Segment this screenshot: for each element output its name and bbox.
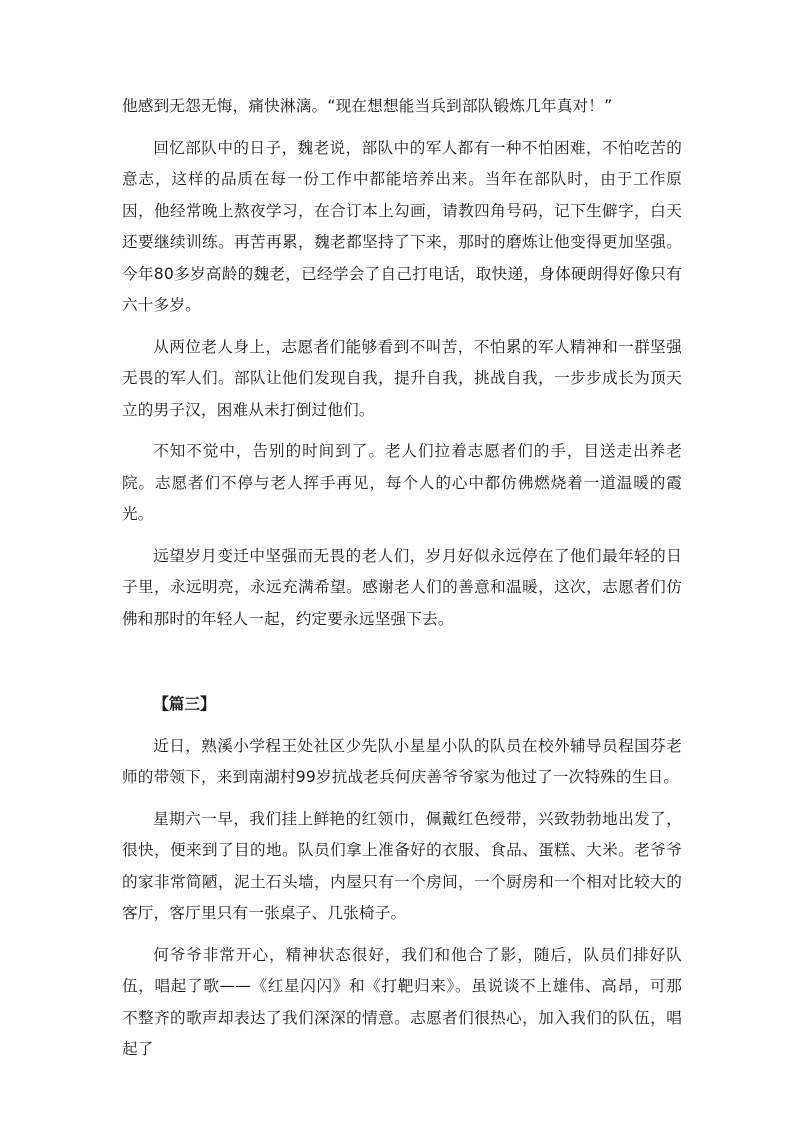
paragraph-6: 近日，熟溪小学程王处社区少先队小星星小队的队员在校外辅导员程国芬老师的带领下，来到南湖村99岁抗战老兵何庆善爷爷家为他过了一次特殊的生日。 <box>122 736 682 786</box>
paragraph-3: 从两位老人身上，志愿者们能够看到不叫苦，不怕累的军人精神和一群坚强无畏的军人们。部队让他们发现自我，提升自我，挑战自我，一步步成长为顶天立的男子汉，困难从未打倒过他们。 <box>122 337 682 419</box>
section-heading: 【篇三】 <box>153 695 216 713</box>
paragraph-8: 何爷爷非常开心，精神状态很好，我们和他合了影，随后，队员们排好队伍，唱起了歌——《红星闪闪》和《打靶归来》。虽说谈不上雄伟、高昂，可那不整齐的歌声却表达了我们深深的情意。志愿者们很热心，加入我们的队伍，唱起了 <box>122 945 682 1058</box>
paragraph-4: 不知不觉中，告别的时间到了。老人们拉着志愿者们的手，目送走出养老院。志愿者们不停与老人挥手再见，每个人的心中都仿佛燃烧着一道温暖的霞光。 <box>122 442 682 523</box>
paragraph-5: 远望岁月变迁中坚强而无畏的老人们，岁月好似永远停在了他们最年轻的日子里，永远明亮，永远充满希望。感谢老人们的善意和温暖，这次，志愿者们仿佛和那时的年轻人一起，约定要永远坚强下去。 <box>122 546 682 628</box>
paragraph-1: 他感到无怨无悔，痛快淋漓。“现在想想能当兵到部队锻炼几年真对！” <box>122 97 613 115</box>
paragraph-7: 星期六一早，我们挂上鲜艳的红领巾，佩戴红色绶带，兴致勃勃地出发了，很快，便来到了目的地。队员们拿上准备好的衣服、食品、蛋糕、大米。老爷爷的家非常简陋，泥土石头墙，内屋只有一个房间，一个厨房和一个相对比较大的客厅，客厅里只有一张桌子、几张椅子。 <box>122 809 682 922</box>
paragraph-2: 回忆部队中的日子，魏老说，部队中的军人都有一种不怕困难，不怕吃苦的意志，这样的品质在每一份工作中都能培养出来。当年在部队时，由于工作原因，他经常晚上熬夜学习，在合订本上勾画，请教四角号码，记下生僻字，白天还要继续训练。再苦再累，魏老都坚持了下来，那时的磨炼让他变得更加坚强。今年80多岁高龄的魏老，已经学会了自己打电话，取快递，身体硬朗得好像只有六十多岁。 <box>122 138 682 314</box>
document-page <box>122 91 682 1066</box>
